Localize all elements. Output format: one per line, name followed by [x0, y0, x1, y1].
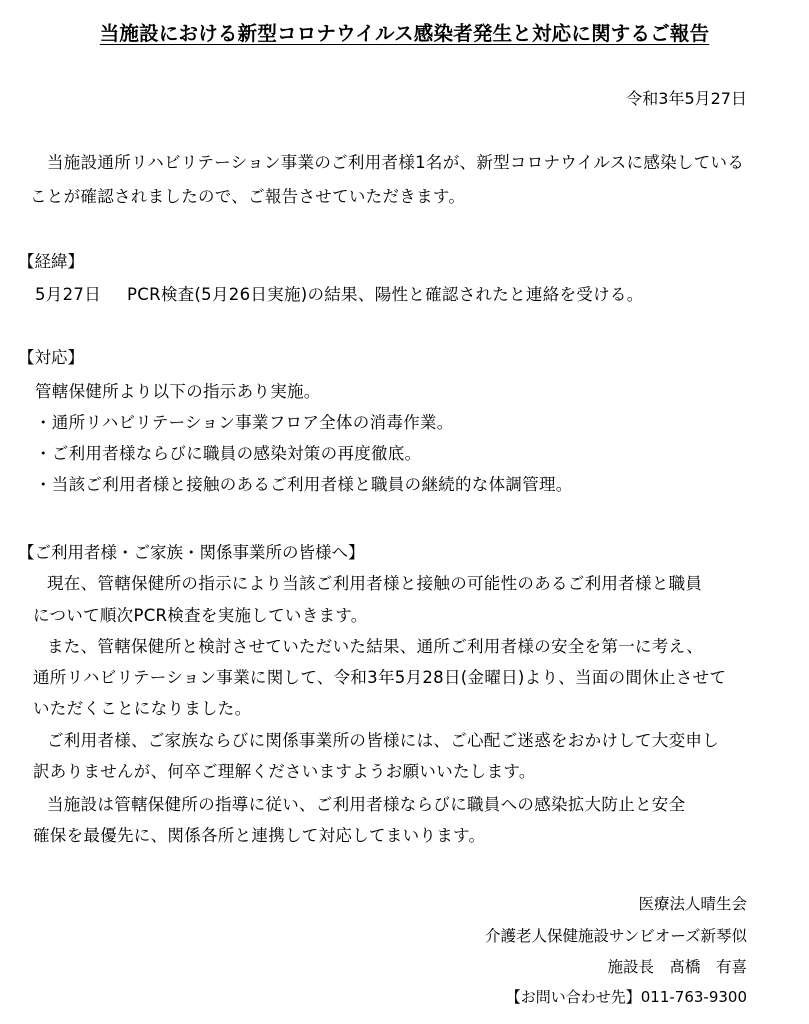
notice-line: 確保を最優先に、関係各所と連携して対応してまいります。	[33, 826, 486, 845]
director-name: 施設長 髙橋 有喜	[607, 958, 747, 976]
response-item: ・通所リハビリテーション事業フロア全体の消毒作業。	[35, 413, 454, 432]
notice-line: また、管轄保健所と検討させていただいた結果、通所ご利用者様の安全を第一に考え、	[47, 637, 704, 656]
background-heading: 【経緯】	[18, 252, 84, 271]
response-heading: 【対応】	[18, 348, 84, 367]
notice-line: について順次PCR検査を実施していきます。	[33, 606, 368, 625]
page-title: 当施設における新型コロナウイルス感染者発生と対応に関するご報告	[99, 22, 710, 45]
notice-line: ご利用者様、ご家族ならびに関係事業所の皆様には、ご心配ご迷惑をおかけして大変申し	[47, 731, 719, 750]
contact-info: 【お問い合わせ先】011-763-9300	[505, 988, 747, 1006]
facility-name: 介護老人保健施設サンビオーズ新琴似	[485, 927, 747, 945]
notice-line: 通所リハビリテーション事業に関して、令和3年5月28日(金曜日)より、当面の間休止させて	[33, 668, 727, 687]
background-date: 5月27日	[35, 285, 101, 304]
intro-line-2: ことが確認されましたので、ご報告させていただきます。	[30, 187, 466, 206]
notice-line: 当施設は管轄保健所の指導に従い、ご利用者様ならびに職員への感染拡大防止と安全	[47, 795, 686, 814]
response-item: ・当該ご利用者様と接触のあるご利用者様と職員の継続的な体調管理。	[35, 475, 573, 494]
corporation-name: 医療法人晴生会	[638, 895, 747, 913]
background-text: PCR検査(5月26日実施)の結果、陽性と確認されたと連絡を受ける。	[127, 285, 644, 304]
response-item: ・ご利用者様ならびに職員の感染対策の再度徹底。	[35, 444, 422, 463]
intro-line-1: 当施設通所リハビリテーション事業のご利用者様1名が、新型コロナウイルスに感染している	[47, 153, 745, 172]
notice-line: 現在、管轄保健所の指示により当該ご利用者様と接触の可能性のあるご利用者様と職員	[47, 574, 703, 593]
report-date: 令和3年5月27日	[626, 89, 747, 108]
response-intro: 管轄保健所より以下の指示あり実施。	[35, 382, 321, 401]
notice-line: 訳ありませんが、何卒ご理解くださいますようお願いいたします。	[33, 762, 536, 781]
notice-heading: 【ご利用者様・ご家族・関係事業所の皆様へ】	[18, 543, 365, 562]
notice-line: いただくことになりました。	[33, 699, 252, 718]
